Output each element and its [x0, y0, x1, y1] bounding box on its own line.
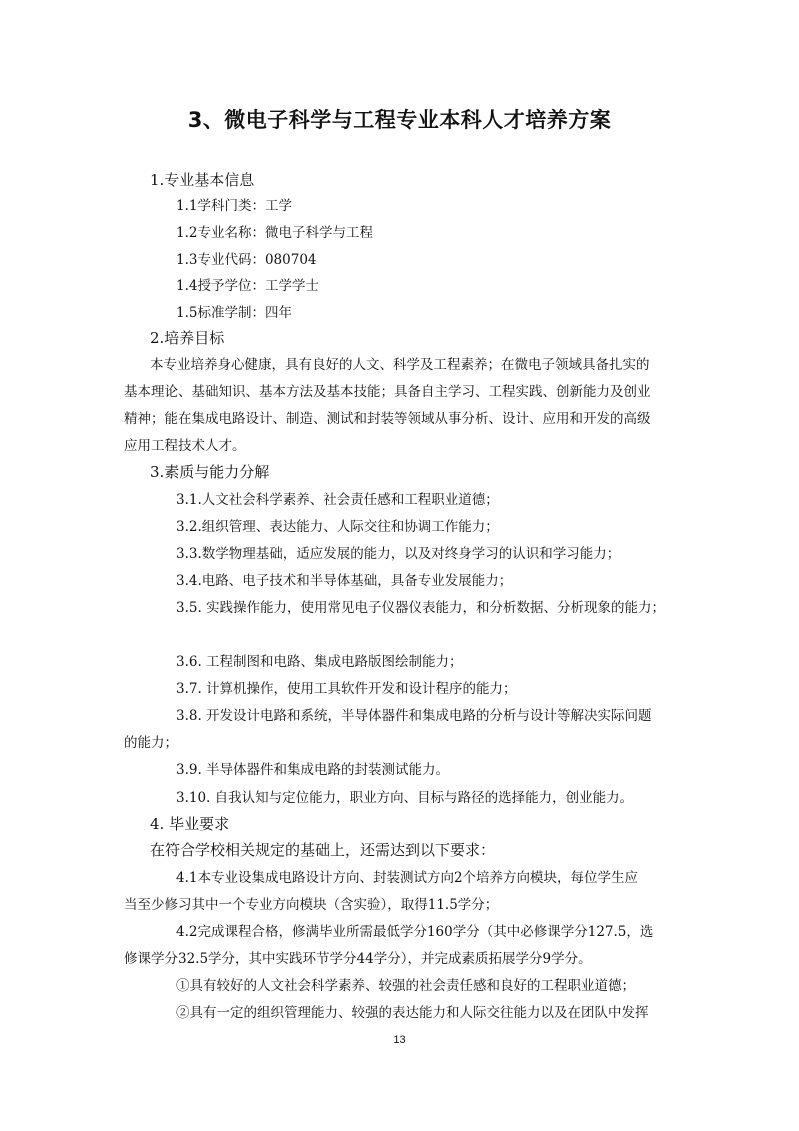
list-item: 1.2专业名称：微电子科学与工程 [176, 225, 373, 241]
paragraph-line: 4.2完成课程合格，修满毕业所需最低学分160学分（其中必修课学分127.5，选 [176, 924, 654, 940]
list-item: 3.2.组织管理、表达能力、人际交往和协调工作能力； [176, 519, 499, 535]
paragraph-line: 4.1本专业设集成电路设计方向、封装测试方向2个培养方向模块，每位学生应 [176, 870, 639, 886]
list-item: 3.10. 自我认知与定位能力，职业方向、目标与路径的选择能力，创业能力。 [176, 790, 634, 806]
paragraph-line: 本专业培养身心健康，具有良好的人文、科学及工程素养；在微电子领域具备扎实的 [150, 357, 650, 373]
paragraph-line: 基本理论、基础知识、基本方法及基本技能；具备自主学习、工程实践、创新能力及创业 [124, 384, 651, 400]
paragraph-line: 应用工程技术人才。 [124, 438, 246, 454]
page-number: 13 [393, 1034, 406, 1046]
section-4-intro: 在符合学校相关规定的基础上，还需达到以下要求： [150, 841, 496, 859]
list-item: 3.4.电路、电子技术和半导体基础，具备专业发展能力； [176, 573, 513, 589]
list-item: 3.9. 半导体器件和集成电路的封装测试能力。 [176, 762, 450, 778]
list-item: 3.6. 工程制图和电路、集成电路版图绘制能力； [176, 654, 463, 670]
section-2-heading: 2.培养目标 [150, 329, 225, 347]
document-title: 3、微电子科学与工程专业本科人才培养方案 [187, 108, 612, 132]
paragraph-line: ①具有较好的人文社会科学素养、较强的社会责任感和良好的工程职业道德； [176, 978, 635, 994]
section-1-heading: 1.专业基本信息 [150, 171, 255, 189]
list-item: 3.1.人文社会科学素养、社会责任感和工程职业道德； [176, 492, 499, 508]
list-item: 1.3专业代码：080704 [176, 252, 317, 268]
list-item: 3.3.数学物理基础，适应发展的能力，以及对终身学习的认识和学习能力； [176, 546, 621, 562]
list-item: 1.1学科门类：工学 [176, 198, 292, 214]
list-item: 1.4授予学位：工学学士 [176, 278, 319, 294]
list-item: 3.8. 开发设计电路和系统，半导体器件和集成电路的分析与设计等解决实际问题 [176, 708, 652, 724]
section-4-heading: 4. 毕业要求 [150, 815, 230, 833]
paragraph-line: 修课学分32.5学分，其中实践环节学分44学分），并完成素质拓展学分9学分。 [124, 951, 592, 967]
list-item: 3.7. 计算机操作，使用工具软件开发和设计程序的能力； [176, 681, 517, 697]
list-item-continuation: 的能力； [124, 735, 178, 751]
list-item: 1.5标准学制：四年 [176, 305, 292, 321]
paragraph-line: 精神；能在集成电路设计、制造、测试和封装等领域从事分析、设计、应用和开发的高级 [124, 411, 651, 427]
section-3-heading: 3.素质与能力分解 [150, 463, 270, 481]
paragraph-line: 当至少修习其中一个专业方向模块（含实验），取得11.5学分； [124, 897, 499, 913]
paragraph-line: ②具有一定的组织管理能力、较强的表达能力和人际交往能力以及在团队中发挥 [176, 1005, 649, 1021]
list-item: 3.5. 实践操作能力，使用常见电子仪器仪表能力，和分析数据、分析现象的能力； [176, 600, 666, 616]
